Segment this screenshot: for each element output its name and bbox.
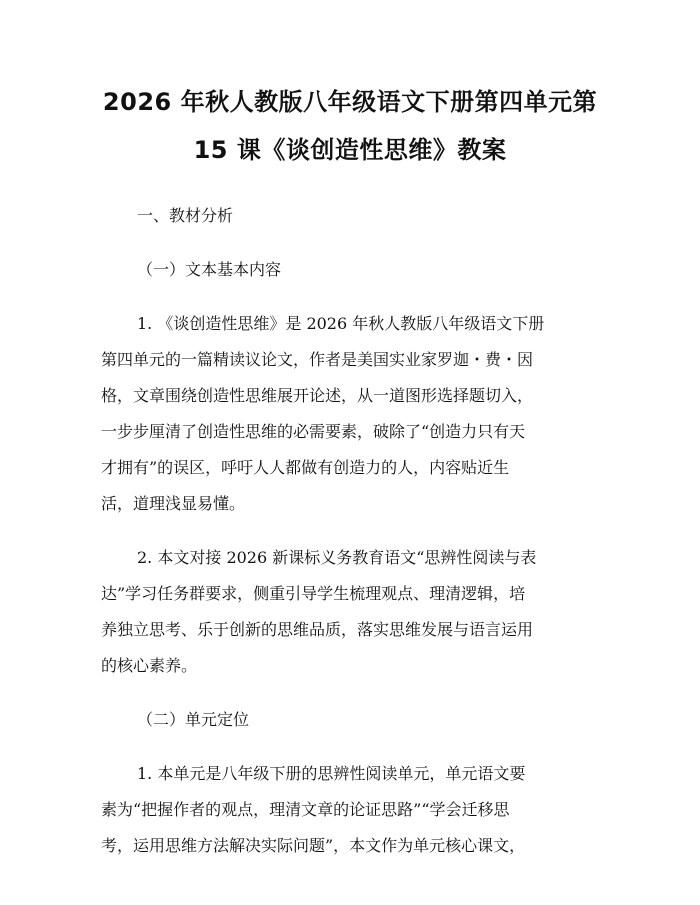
title-line-2: 15 课《谈创造性思维》教案 <box>193 136 507 164</box>
paragraph-line: 考，运用思维方法解决实际问题”，本文作为单元核心课文， <box>101 836 526 855</box>
paragraph-1 <box>101 306 599 522</box>
section-heading-teaching-analysis: 一、教材分析 <box>137 206 234 225</box>
paragraph-line: 达”学习任务群要求，侧重引导学生梳理观点、理清逻辑，培 <box>101 584 526 603</box>
paragraph-2 <box>101 540 599 684</box>
document-body <box>101 198 599 864</box>
paragraph-line: 格，文章围绕创造性思维展开论述，从一道图形选择题切入， <box>101 386 534 405</box>
paragraph-3 <box>101 756 599 864</box>
paragraph-line: 1. 本单元是八年级下册的思辨性阅读单元，单元语文要 <box>137 764 526 783</box>
paragraph-line: 1. 《谈创造性思维》是 2026 年秋人教版八年级语文下册 <box>137 314 545 333</box>
paragraph-line: 一步步厘清了创造性思维的必需要素，破除了“创造力只有天 <box>101 422 526 441</box>
paragraph-line: 才拥有”的误区，呼吁人人都做有创造力的人，内容贴近生 <box>101 458 510 477</box>
paragraph-line: 第四单元的一篇精读议论文，作者是美国实业家罗迦・费・因 <box>101 350 534 369</box>
subsection-heading-basic-content: （一）文本基本内容 <box>137 260 282 279</box>
title-line-1: 2026 年秋人教版八年级语文下册第四单元第 <box>102 88 598 116</box>
paragraph-line: 的核心素养。 <box>101 656 198 675</box>
subsection-heading-unit-positioning: （二）单元定位 <box>137 710 250 729</box>
paragraph-line: 素为“把握作者的观点，理清文章的论证思路”“学会迁移思 <box>101 800 510 819</box>
paragraph-line: 2. 本文对接 2026 新课标义务教育语文“思辨性阅读与表 <box>137 548 537 567</box>
document-title <box>101 78 599 174</box>
paragraph-line: 活，道理浅显易懂。 <box>101 494 246 513</box>
paragraph-line: 养独立思考、乐于创新的思维品质，落实思维发展与语言运用 <box>101 620 534 639</box>
